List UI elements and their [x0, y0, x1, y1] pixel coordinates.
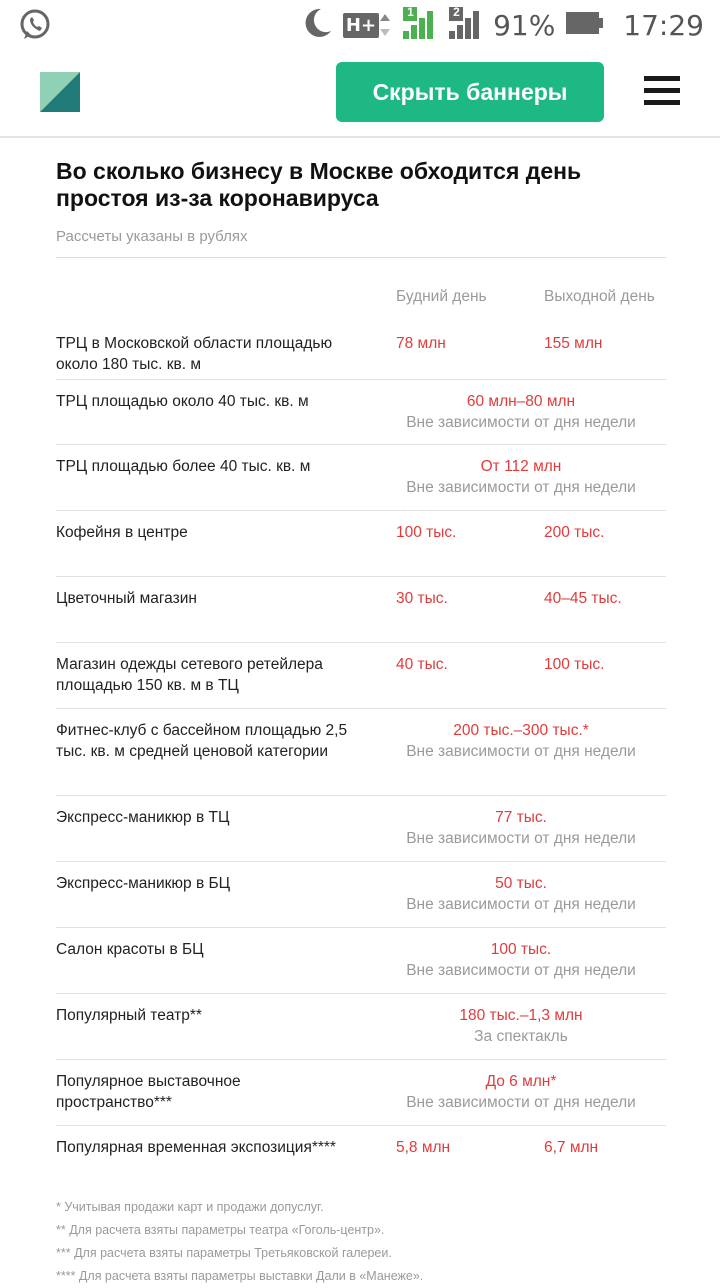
moon-icon: [299, 6, 333, 45]
table-row: [56, 445, 666, 511]
value-range: 200 тыс.–300 тыс.*: [453, 722, 589, 739]
row-label: Популярный театр**: [56, 1007, 202, 1024]
table-row: [56, 1126, 666, 1186]
value-range: 100 тыс.: [490, 941, 552, 958]
table-row: [56, 322, 666, 380]
table-row: [56, 380, 666, 445]
table-header: [56, 258, 666, 322]
row-label: Фитнес-клуб с бассейном площадью 2,5 тыс. кв. м средней ценовой категории: [56, 722, 348, 760]
row-label: ТРЦ в Московской области площадью около 180 тыс. кв. м: [56, 335, 333, 373]
table-row: [56, 709, 666, 796]
table-row: [56, 796, 666, 862]
value-note: Вне зависимости от дня недели: [406, 896, 636, 913]
footnote: *** Для расчета взяты параметры Третьяковской галереи.: [56, 1246, 392, 1260]
row-label: Цветочный магазин: [56, 590, 197, 607]
value-range: 60 млн–80 млн: [466, 393, 576, 410]
weekend-value: 100 тыс.: [544, 656, 605, 673]
battery-icon: [565, 10, 605, 41]
weekend-value: 155 млн: [544, 335, 603, 352]
table-row: [56, 511, 666, 577]
site-logo[interactable]: [40, 72, 80, 112]
merged-value: [386, 939, 656, 981]
footnote: ** Для расчета взяты параметры театра «Гоголь-центр».: [56, 1223, 385, 1237]
row-label: Магазин одежды сетевого ретейлера площадью 150 кв. м в ТЦ: [56, 656, 323, 694]
value-range: От 112 млн: [480, 458, 562, 475]
value-range: До 6 млн*: [485, 1073, 557, 1090]
cost-table: [56, 322, 666, 1186]
row-label: Салон красоты в БЦ: [56, 941, 204, 958]
weekend-value: 40–45 тыс.: [544, 590, 622, 607]
weekday-value: 40 тыс.: [396, 656, 448, 673]
column-weekday: Будний день: [396, 288, 487, 305]
weekday-value: 100 тыс.: [396, 524, 457, 541]
footnote: **** Для расчета взяты параметры выставки Дали в «Манеже».: [56, 1269, 424, 1283]
row-label: ТРЦ площадью более 40 тыс. кв. м: [56, 458, 311, 475]
row-label: Экспресс-маникюр в ТЦ: [56, 809, 230, 826]
battery-percent: 91%: [493, 8, 556, 42]
sim1-signal-icon: 1: [401, 5, 437, 46]
table-row: [56, 643, 666, 709]
article-subtitle: Рассчеты указаны в рублях: [56, 228, 248, 245]
value-note: Вне зависимости от дня недели: [406, 743, 636, 760]
table-row: [56, 1060, 666, 1126]
value-note: Вне зависимости от дня недели: [406, 414, 636, 431]
value-note: За спектакль: [474, 1028, 568, 1045]
app-header: [0, 50, 720, 138]
hide-banners-button[interactable]: Скрыть баннеры: [336, 62, 604, 122]
row-label: Кофейня в центре: [56, 524, 188, 541]
row-label: Популярное выставочное пространство***: [56, 1073, 241, 1111]
row-label: Популярная временная экспозиция****: [56, 1139, 336, 1156]
whatsapp-icon: [18, 8, 52, 47]
weekday-value: 30 тыс.: [396, 590, 448, 607]
weekend-value: 200 тыс.: [544, 524, 605, 541]
hamburger-menu-icon[interactable]: [644, 76, 680, 108]
sim2-signal-icon: 2: [447, 5, 483, 46]
status-bar: [0, 0, 720, 50]
table-row: [56, 928, 666, 994]
value-note: Вне зависимости от дня недели: [406, 1094, 636, 1111]
weekday-value: 5,8 млн: [396, 1139, 451, 1156]
weekday-value: 78 млн: [396, 335, 446, 352]
value-range: 77 тыс.: [495, 809, 547, 826]
footnotes: [56, 1196, 666, 1288]
merged-value: [386, 873, 656, 915]
clock: 17:29: [623, 8, 704, 42]
value-range: 180 тыс.–1,3 млн: [459, 1007, 583, 1024]
value-note: Вне зависимости от дня недели: [406, 830, 636, 847]
column-weekend: Выходной день: [544, 288, 655, 305]
merged-value: [386, 807, 656, 849]
row-label: ТРЦ площадью около 40 тыс. кв. м: [56, 393, 309, 410]
value-note: Вне зависимости от дня недели: [406, 962, 636, 979]
merged-value: [386, 1005, 656, 1047]
merged-value: [386, 391, 656, 433]
table-row: [56, 994, 666, 1060]
merged-value: [386, 456, 656, 498]
merged-value: [386, 720, 656, 762]
value-range: 50 тыс.: [495, 875, 547, 892]
merged-value: [386, 1071, 656, 1113]
table-row: [56, 577, 666, 643]
value-note: Вне зависимости от дня недели: [406, 479, 636, 496]
weekend-value: 6,7 млн: [544, 1139, 599, 1156]
article-title: Во сколько бизнесу в Москве обходится день простоя из-за коронавируса: [56, 158, 582, 211]
row-label: Экспресс-маникюр в БЦ: [56, 875, 231, 892]
footnote: * Учитывая продажи карт и продажи допуслуг.: [56, 1200, 324, 1214]
table-row: [56, 862, 666, 928]
article: [56, 138, 666, 1288]
network-type-icon: H+: [343, 12, 391, 38]
